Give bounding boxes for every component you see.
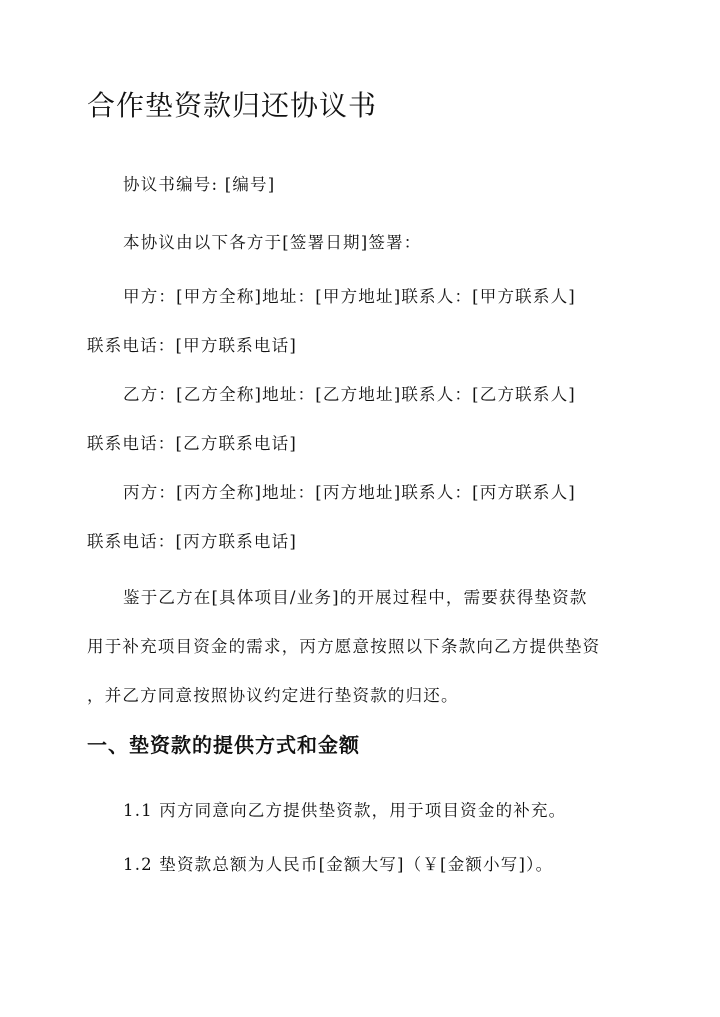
document-title: 合作垫资款归还协议书 — [87, 89, 378, 122]
party-c-line-1: 丙方：[丙方全称]地址：[丙方地址]联系人：[丙方联系人] — [123, 483, 576, 502]
section-1-heading: 一、垫资款的提供方式和金额 — [87, 733, 360, 757]
recital-line-2: 用于补充项目资金的需求，丙方愿意按照以下条款向乙方提供垫资 — [87, 637, 601, 656]
clause-1-2: 1.2 垫资款总额为人民币[金额大写]（￥[金额小写]）。 — [123, 855, 554, 874]
agreement-number: 协议书编号: [编号] — [123, 175, 276, 194]
recital-line-1: 鉴于乙方在[具体项目/业务]的开展过程中，需要获得垫资款 — [123, 588, 588, 607]
recital-line-3: ，并乙方同意按照协议约定进行垫资款的归还。 — [87, 686, 459, 705]
party-a-paragraph — [87, 272, 633, 370]
party-b-line-1: 乙方：[乙方全称]地址：[乙方地址]联系人：[乙方联系人] — [123, 385, 576, 404]
party-b-paragraph — [87, 370, 633, 468]
party-c-line-2: 联系电话：[丙方联系电话] — [87, 532, 297, 551]
party-a-line-1: 甲方：[甲方全称]地址：[甲方地址]联系人：[甲方联系人] — [123, 287, 576, 306]
clause-1-1: 1.1 丙方同意向乙方提供垫资款，用于项目资金的补充。 — [123, 801, 567, 820]
party-b-line-2: 联系电话：[乙方联系电话] — [87, 434, 297, 453]
recital-paragraph — [87, 573, 633, 720]
intro-paragraph: 本协议由以下各方于[签署日期]签署： — [123, 233, 422, 252]
party-c-paragraph — [87, 468, 633, 566]
party-a-line-2: 联系电话：[甲方联系电话] — [87, 336, 297, 355]
